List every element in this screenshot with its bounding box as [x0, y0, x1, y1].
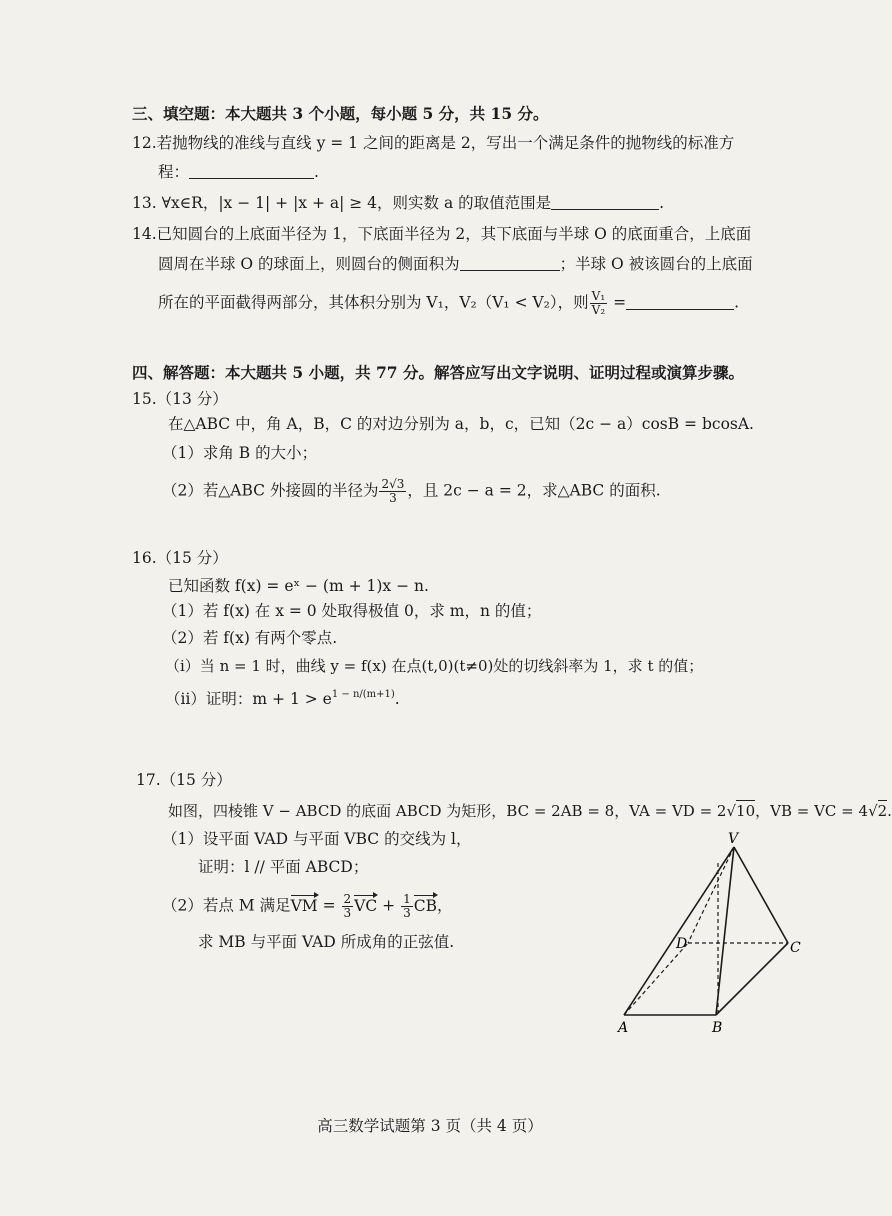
q17-title: 17.（15 分） — [136, 771, 232, 789]
q13-text: ∀x∈R，|x − 1| + |x + a| ≥ 4，则实数 a 的取值范围是 — [161, 194, 552, 212]
q14-answer-blank-2[interactable] — [626, 294, 734, 310]
q14-line-1 — [132, 224, 751, 244]
q17-root-2: 2 — [877, 802, 888, 820]
q17-part-1-b: 证明：l // 平面 ABCD； — [198, 858, 369, 876]
label-v: V — [728, 831, 739, 847]
section-3-header: 三、填空题：本大题共 3 个小题，每小题 5 分，共 15 分。 — [132, 104, 549, 123]
q12-text-b: 程： — [158, 163, 190, 181]
section-4-header: 四、解答题：本大题共 5 小题，共 77 分。解答应写出文字说明、证明过程或演算步骤。 — [132, 363, 744, 382]
q12-line-2: 程： . — [158, 163, 319, 181]
q16-stem: 已知函数 f(x) = eˣ − (m + 1)x − n. — [168, 577, 429, 595]
q15-frac-den: 3 — [389, 491, 397, 505]
vector-vm: VM — [290, 896, 318, 915]
vector-cb: CB — [413, 896, 437, 915]
q17-part-2-text: （2）若点 M 满足 — [162, 896, 291, 915]
q16-part-1: （1）若 f(x) 在 x = 0 处取得极值 0，求 m，n 的值； — [162, 602, 542, 620]
q16-exponent: 1 − n/(m+1) — [331, 689, 395, 700]
q17-root-10: 10 — [736, 802, 756, 820]
q17-frac-2-3 — [342, 893, 354, 920]
q14-frac-num: V₁ — [591, 289, 606, 303]
q12-text-a: 若抛物线的准线与直线 y = 1 之间的距离是 2，写出一个满足条件的抛物线的标准方 — [156, 134, 735, 152]
q15-part-1: （1）求角 B 的大小； — [162, 444, 318, 462]
q12-number: 12. — [132, 134, 157, 152]
q17-equals: = — [317, 896, 341, 915]
q15-title: 15.（13 分） — [132, 390, 228, 408]
q17-f2-num: 1 — [403, 892, 411, 906]
q17-part-2-b: 求 MB 与平面 VAD 所成角的正弦值. — [198, 933, 455, 951]
q16-part-2-ii — [165, 685, 400, 709]
q15-part-2 — [162, 478, 661, 505]
q15-part-2-a: （2）若△ABC 外接圆的半径为 — [162, 481, 379, 500]
page-footer: 高三数学试题第 3 页（共 4 页） — [317, 1117, 543, 1135]
q14-frac-den: V₂ — [591, 303, 606, 317]
q14-text-c2: = — [608, 293, 627, 312]
pyramid-figure — [600, 825, 820, 1045]
q14-text-a: 已知圆台的上底面半径为 1，下底面半径为 2，其下底面与半球 O 的底面重合，上底面 — [156, 225, 752, 243]
label-b: B — [712, 1020, 723, 1036]
q17-comma: ， — [436, 896, 453, 915]
q17-stem: 如图，四棱锥 V − ABCD 的底面 ABCD 为矩形，BC = 2AB = 8，VA = VD = 2√10，VB = VC = 4√2. — [168, 802, 892, 820]
q14-text-b1: 圆周在半球 O 的球面上，则圆台的侧面积为 — [158, 255, 460, 273]
q14-text-b2: ；半球 O 被该圆台的上底面 — [559, 255, 753, 273]
edge-ad — [624, 943, 688, 1015]
q16-part-2-ii-b: . — [394, 690, 400, 708]
q17-plus: + — [377, 896, 401, 915]
q14-volume-ratio — [590, 290, 607, 317]
q16-part-2: （2）若 f(x) 有两个零点. — [162, 629, 338, 647]
q14-answer-blank-1[interactable] — [460, 255, 560, 271]
q17-part-1-a: （1）设平面 VAD 与平面 VBC 的交线为 l， — [162, 830, 472, 848]
edge-vb — [716, 847, 734, 1015]
q17-f1-den: 3 — [343, 906, 352, 920]
q13-answer-blank[interactable] — [551, 194, 659, 210]
q15-radius-fraction — [379, 478, 406, 505]
q13-number: 13. — [132, 194, 157, 212]
q16-part-2-i: （ⅰ）当 n = 1 时，曲线 y = f(x) 在点(t,0)(t≠0)处的切线斜率为 1，求 t 的值； — [165, 657, 704, 675]
q12-answer-blank[interactable] — [189, 163, 314, 179]
q13-line: 13. ∀x∈R，|x − 1| + |x + a| ≥ 4，则实数 a 的取值范围是 . — [132, 194, 665, 212]
q17-stem-b: ，VB = VC = 4 — [755, 802, 869, 820]
q16-title: 16.（15 分） — [132, 549, 228, 567]
vector-vc: VC — [354, 896, 378, 915]
q14-line-2 — [158, 254, 753, 274]
q17-stem-a: 如图，四棱锥 V − ABCD 的底面 ABCD 为矩形，BC = 2AB = 8，VA = VD = 2 — [168, 802, 727, 820]
q17-frac-1-3 — [401, 893, 413, 920]
edge-vd — [688, 847, 734, 943]
q17-f1-num: 2 — [343, 892, 352, 906]
q14-text-c1: 所在的平面截得两部分，其体积分别为 V₁，V₂（V₁ < V₂），则 — [158, 293, 589, 312]
edge-bc — [716, 943, 788, 1015]
q15-part-2-b: ，且 2c − a = 2，求△ABC 的面积. — [407, 481, 661, 500]
label-d: D — [676, 936, 688, 952]
q16-part-2-ii-a: （ⅱ）证明：m + 1 > e — [165, 690, 332, 708]
q17-stem-c: . — [887, 802, 892, 820]
edge-vc — [734, 847, 788, 943]
q12-line-1 — [132, 133, 734, 153]
q17-part-2-a — [162, 893, 452, 920]
label-c: C — [790, 940, 801, 956]
label-a: A — [618, 1020, 629, 1036]
q15-frac-num: 2√3 — [381, 477, 405, 491]
q14-number: 14. — [132, 225, 157, 243]
q15-stem: 在△ABC 中，角 A，B，C 的对边分别为 a，b，c，已知（2c − a）cosB = bcosA. — [168, 415, 754, 433]
q17-f2-den: 3 — [403, 906, 411, 920]
q14-line-3: 所在的平面截得两部分，其体积分别为 V₁，V₂（V₁ < V₂），则 $\frac{\text{V₁}}{\text{V₂}}$ = . — [158, 289, 739, 317]
